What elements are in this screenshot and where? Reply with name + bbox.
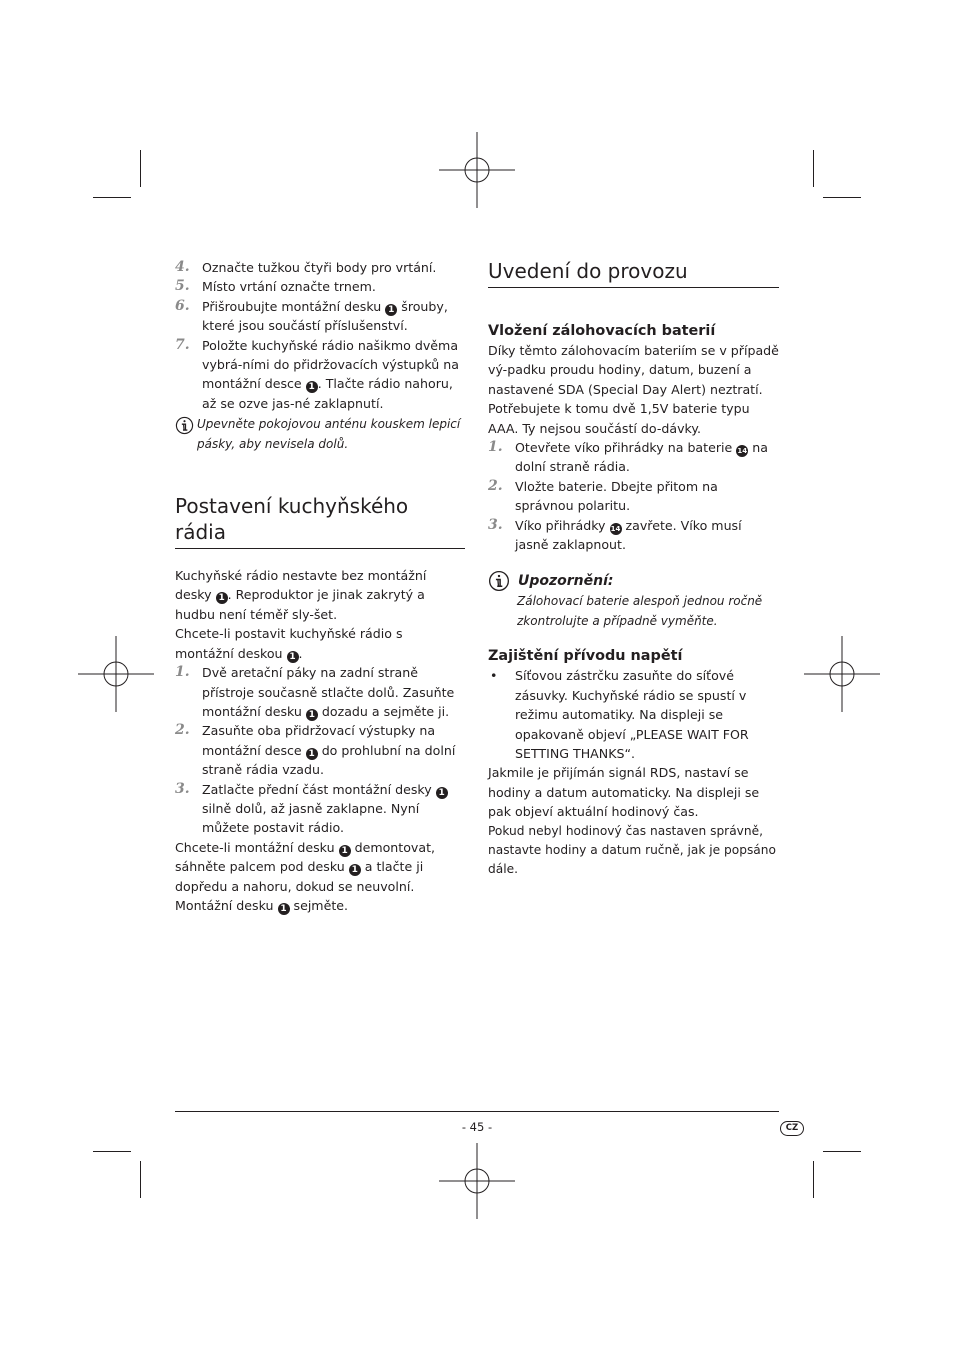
- step-2: [488, 477, 779, 516]
- step-6: [175, 297, 465, 336]
- step-1: [175, 663, 465, 721]
- crop-mark: [93, 1151, 131, 1152]
- crop-mark: [93, 197, 131, 198]
- right-column: [488, 258, 779, 880]
- info-icon: [488, 570, 510, 592]
- paragraph-text: sejměte.: [289, 897, 349, 913]
- step-text: na dolní straně rádia.: [515, 440, 768, 475]
- paragraph-text: demontovat, sáhněte palcem pod desku: [175, 839, 436, 875]
- step-2: [175, 721, 465, 779]
- paragraph-text: a tlačte ji dopředu a nahoru, dokud se neuvolní. Montážní desku: [175, 859, 424, 913]
- battery-steps-list: [488, 438, 779, 554]
- step-5: [175, 277, 465, 296]
- info-note: [175, 415, 465, 454]
- part-ref-mounting-plate-icon: 1: [216, 592, 228, 604]
- crop-mark: [140, 150, 141, 187]
- step-text: Víko přihrádky: [515, 517, 610, 533]
- step-text: Přišroubujte montážní desku: [202, 298, 386, 314]
- section-heading-placement: Postavení kuchyňského rádia: [175, 493, 465, 549]
- info-icon: [175, 416, 194, 435]
- placement-steps-list: [175, 663, 465, 838]
- note-text: Upevněte pokojovou anténu kouskem lepicí pásky, aby nevisela dolů.: [197, 417, 461, 451]
- step-4: [175, 258, 465, 277]
- subheading-power-supply: Zajištění přívodu napětí: [488, 648, 683, 665]
- step-number: 5.: [175, 278, 190, 295]
- list-item-text: Síťovou zástrčku zasuňte do síťové zásuvky. Kuchyňské rádio se spustí v režimu automatiky. Na displeji se opakovaně objeví „PLEASE WAIT FOR SETTING THANKS“.: [515, 668, 749, 761]
- step-text: Položte kuchyňské rádio našikmo dvěma vybrá-ními do přidržovacích výstupků na montážní desce: [202, 337, 459, 392]
- step-number: 2.: [488, 477, 503, 494]
- step-text: Místo vrtání označte trnem.: [202, 279, 376, 295]
- paragraph: [175, 624, 465, 663]
- warning-title-row: [488, 570, 779, 592]
- crop-mark: [813, 150, 814, 187]
- list-item: [488, 666, 779, 763]
- step-number: 7.: [175, 336, 190, 353]
- crop-mark: [140, 1161, 141, 1198]
- step-text: Označte tužkou čtyři body pro vrtání.: [202, 260, 437, 275]
- step-text: Zasuňte oba přidržovací výstupky na montážní desce: [202, 723, 436, 758]
- part-ref-mounting-plate-icon: 1: [287, 651, 299, 663]
- paragraph-text: Kuchyňské rádio nestavte bez montážní desky: [175, 568, 427, 603]
- part-ref-mounting-plate-icon: 1: [339, 845, 351, 857]
- part-ref-mounting-plate-icon: 1: [278, 903, 290, 915]
- step-number: 3.: [488, 516, 503, 533]
- warning-box: [488, 570, 779, 631]
- paragraph-text: Chcete-li postavit kuchyňské rádio s montážní deskou: [175, 626, 403, 661]
- paragraph: Jakmile je přijímán signál RDS, nastaví se hodiny a datum automaticky. Na displeji se pak objeví aktuální hodinový čas.: [488, 765, 760, 820]
- step-text: do prohlubní na dolní straně rádia vzadu.: [202, 742, 456, 778]
- paragraph: Pokud nebyl hodinový čas nastaven správně, nastavte hodiny a datum ručně, jak je popsáno dále.: [488, 823, 776, 877]
- paragraph-text: .: [298, 645, 303, 661]
- registration-mark-icon: [439, 1143, 515, 1219]
- warning-title: Upozornění:: [518, 573, 614, 590]
- part-ref-mounting-plate-icon: 1: [306, 748, 318, 760]
- bullet-icon: •: [490, 668, 498, 684]
- part-ref-battery-compartment-icon: 14: [737, 447, 748, 456]
- paragraph: [175, 566, 465, 624]
- footer-divider: [175, 1111, 779, 1112]
- subheading-backup-batteries: Vložení zálohovacích baterií: [488, 323, 716, 339]
- part-ref-mounting-plate-icon: 1: [306, 709, 318, 721]
- mounting-steps-list: [175, 258, 465, 413]
- registration-mark-icon: [439, 132, 515, 208]
- crop-mark: [823, 1151, 861, 1152]
- section-heading-startup: Uvedení do provozu: [488, 258, 779, 288]
- part-ref-mounting-plate-icon: 1: [306, 381, 318, 393]
- crop-mark: [813, 1161, 814, 1198]
- part-ref-mounting-plate-icon: 1: [436, 787, 448, 799]
- step-number: 3.: [175, 780, 190, 797]
- step-text: zavřete. Víko musí jasně zaklapnout.: [515, 517, 742, 553]
- paragraph-text: Chcete-li montážní desku: [175, 839, 339, 855]
- page-number: - 45 -: [461, 1120, 493, 1134]
- paragraph: [175, 838, 465, 916]
- part-ref-mounting-plate-icon: 1: [385, 304, 397, 316]
- registration-mark-icon: [804, 636, 880, 712]
- step-1: [488, 438, 779, 477]
- left-column: [175, 258, 465, 915]
- crop-mark: [823, 197, 861, 198]
- step-text: Vložte baterie. Dbejte přitom na správnou polaritu.: [515, 478, 718, 514]
- part-ref-mounting-plate-icon: 1: [349, 864, 361, 876]
- step-text: silně dolů, až jasně zaklapne. Nyní můžete postavit rádio.: [202, 800, 420, 836]
- step-text: . Tlačte rádio nahoru, až se ozve jas-né zaklapnutí.: [202, 376, 453, 411]
- step-3: [488, 516, 779, 555]
- part-ref-battery-compartment-icon: 14: [610, 524, 621, 533]
- step-number: 1.: [175, 664, 190, 681]
- step-3: [175, 780, 465, 838]
- language-badge: CZ: [780, 1121, 804, 1136]
- step-number: 2.: [175, 722, 190, 739]
- step-number: 1.: [488, 439, 503, 456]
- step-number: 4.: [175, 259, 190, 275]
- warning-text: Zálohovací baterie alespoň jednou ročně zkontrolujte a případně vyměňte.: [517, 594, 763, 628]
- paragraph: Díky těmto zálohovacím bateriím se v případě vý-padku proudu hodiny, datum, buzení a nastavené SDA (Special Day Alert) neztratí. Potřebujete k tomu dvě 1,5V baterie typu AAA. Ty nejsou součástí do-dávky.: [488, 343, 779, 436]
- step-number: 6.: [175, 297, 190, 314]
- step-text: dozadu a sejměte ji.: [317, 703, 450, 719]
- step-7: [175, 336, 465, 414]
- step-text: Otevřete víko přihrádky na baterie: [515, 440, 737, 456]
- paragraph-text: . Reproduktor je jinak zakrytý a hudbu není téměř sly-šet.: [175, 587, 425, 622]
- step-text: Zatlačte přední část montážní desky: [202, 781, 436, 797]
- registration-mark-icon: [78, 636, 154, 712]
- step-text: šrouby, které jsou součástí příslušenství.: [202, 298, 448, 334]
- step-text: Dvě aretační páky na zadní straně přístroje současně stlačte dolů. Zasuňte montážní desku: [202, 665, 455, 719]
